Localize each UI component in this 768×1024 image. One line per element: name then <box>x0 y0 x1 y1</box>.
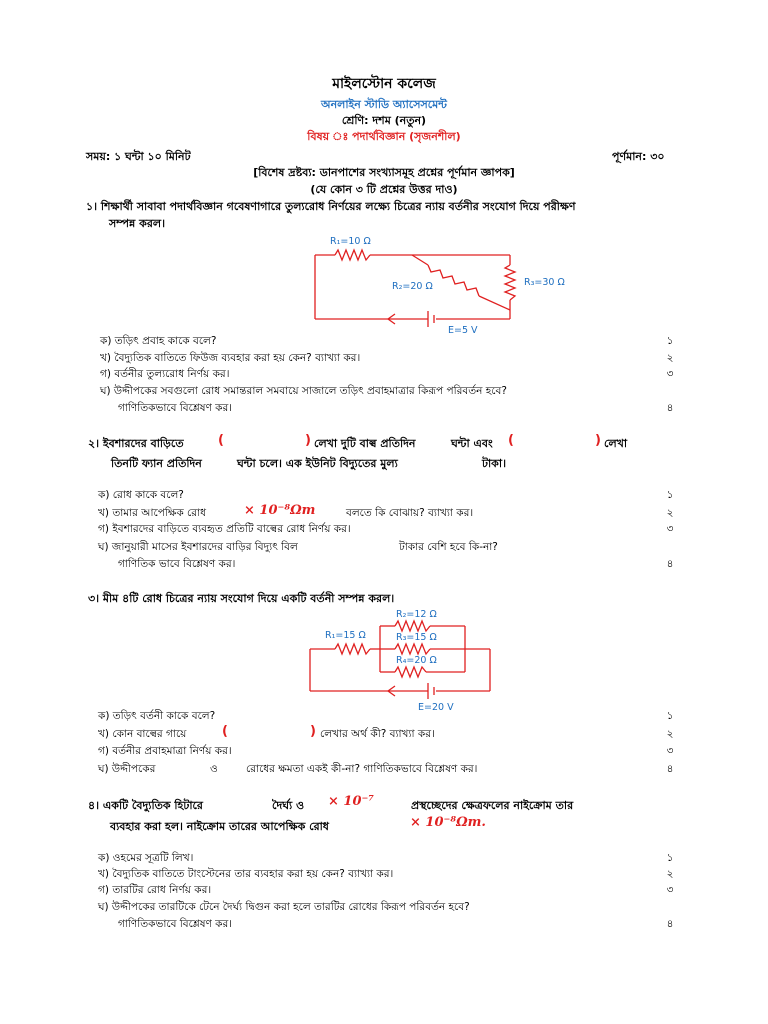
college-name: মাইলস্টোন কলেজ <box>332 76 436 92</box>
q2-title-b: লেখা দুটি বাল্ব প্রতিদিন <box>314 437 416 450</box>
q4-title-2: দৈর্ঘ্য ও <box>272 799 305 812</box>
q1-part-b-mark: ২ <box>666 352 674 364</box>
q1-part-c: গ) বর্তনীর তুল্যরোধ নির্ণয় কর। <box>100 368 230 380</box>
q3-part-a-mark: ১ <box>666 710 674 722</box>
q3-part-d-text2: ও <box>210 763 218 775</box>
q1-title-line2: সম্পন্ন করল। <box>109 217 165 230</box>
q2-paren-open-2: ( <box>508 433 514 448</box>
q3-r3-label: R₃=15 Ω <box>396 632 437 643</box>
q2-paren-close-1: ) <box>305 433 311 448</box>
q3-part-d-text3: রোধের ক্ষমতা একই কী-না? গাণিতিকভাবে বিশ্লেষণ কর। <box>246 763 478 775</box>
q2-part-d-mark: ৪ <box>666 558 674 570</box>
q2-part-d-line2: গাণিতিক ভাবে বিশ্লেষণ কর। <box>118 558 236 570</box>
q2-title-g: টাকা। <box>482 457 507 470</box>
q1-title-line1: ১। শিক্ষার্থী সাবাবা পদার্থবিজ্ঞান গবেষণাগারে তুল্যরোধ নির্ণয়ের লক্ষ্যে চিত্রের ন্যায় বর্তনীর সংযোগ দিয়ে পরীক্ষণ <box>86 200 576 213</box>
q4-part-a-mark: ১ <box>666 852 674 864</box>
q1-part-a-mark: ১ <box>666 335 674 347</box>
q3-part-c-mark: ৩ <box>666 745 674 757</box>
q1-r1-label: R₁=10 Ω <box>330 236 371 247</box>
class-line: শ্রেণি: দশম (নতুন) <box>341 114 427 127</box>
time-label: সময়: ১ ঘন্টা ১০ মিনিট <box>86 150 191 163</box>
q1-r3-label: R₃=30 Ω <box>524 277 565 288</box>
q2-title-e: তিনটি ফ্যান প্রতিদিন <box>111 457 202 470</box>
q2-part-c-mark: ৩ <box>666 523 674 535</box>
q2-part-b-math: × 10⁻⁸Ωm <box>244 503 316 518</box>
special-note: [বিশেষ দ্রষ্টব্য: ডানপাশের সংখ্যাসমূহ প্রশ্নের পূর্ণমান জ্ঞাপক] <box>253 166 515 179</box>
q3-r2-label: R₂=12 Ω <box>396 609 437 620</box>
q2-part-b-text1: খ) তামার আপেক্ষিক রোধ <box>98 507 206 519</box>
q1-part-c-mark: ৩ <box>666 368 674 380</box>
q3-r4-label: R₄=20 Ω <box>396 655 437 666</box>
q4-part-b: খ) বৈদ্যুতিক বাতিতে টাংস্টেনের তার ব্যবহার করা হয় কেন? ব্যাখ্যা কর। <box>98 868 394 880</box>
q3-title: ৩। মীম ৪টি রোধ চিত্রের ন্যায় সংযোগ দিয়ে একটি বর্তনী সম্পন্ন করল। <box>88 592 395 605</box>
q3-r1-label: R₁=15 Ω <box>325 630 366 641</box>
q2-title-f: ঘন্টা চলে। এক ইউনিট বিদ্যুতের মুল্য <box>237 457 398 470</box>
instruction: (যে কোন ৩ টি প্রশ্নের উত্তর দাও) <box>310 183 458 196</box>
q1-part-d-line1: ঘ) উদ্দীপকের সবগুলো রোধ সমান্তরাল সমবায়ে সাজালে তড়িৎ প্রবাহমাত্রার কিরূপ পরিবর্তন হবে? <box>100 385 507 397</box>
q3-circuit-diagram <box>300 604 500 714</box>
q2-part-a: ক) রোধ কাকে বলে? <box>98 489 184 501</box>
q4-part-d-mark: ৪ <box>666 918 674 930</box>
q2-part-b-text2: বলতে কি বোঝায়? ব্যাখ্যা কর। <box>346 507 474 519</box>
q2-part-c: গ) ইবশারদের বাড়িতে ব্যবহৃত প্রতিটি বাল্বের রোধ নির্ণয় কর। <box>98 523 351 535</box>
q1-emf-label: E=5 V <box>448 325 478 336</box>
q3-paren-close: ) <box>310 724 316 739</box>
subject-line: বিষয় ঃ পদার্থবিজ্ঞান (সৃজনশীল) <box>307 130 461 143</box>
q3-part-b-text1: খ) কোন বাল্বের গায়ে <box>98 728 187 740</box>
q3-part-b-mark: ২ <box>666 728 674 740</box>
q1-r2-label: R₂=20 Ω <box>392 281 433 292</box>
q3-part-c: গ) বর্তনীর প্রবাহমাত্রা নির্ণয় কর। <box>98 745 232 757</box>
q4-title-1: ৪। একটি বৈদ্যুতিক হিটারে <box>88 799 203 812</box>
q2-part-b-mark: ২ <box>666 507 674 519</box>
assessment-title: অনলাইন স্টাডি অ্যাসেসমেন্ট <box>321 98 447 111</box>
q1-part-a: ক) তড়িৎ প্রবাহ কাকে বলে? <box>100 335 217 347</box>
q3-part-d-text1: ঘ) উদ্দীপকের <box>98 763 156 775</box>
q4-part-c: গ) তারটির রোধ নির্ণয় কর। <box>98 884 212 896</box>
q4-title-4: ব্যবহার করা হল। নাইক্রোম তারের আপেক্ষিক রোধ <box>110 820 329 833</box>
q2-part-a-mark: ১ <box>666 489 674 501</box>
q3-part-d-mark: ৪ <box>666 763 674 775</box>
q3-paren-open: ( <box>222 724 228 739</box>
q2-part-d-line1a: ঘ) জানুয়ারী মাসের ইবশারদের বাড়ির বিদ্যুৎ বিল <box>98 541 298 553</box>
q4-part-b-mark: ২ <box>666 868 674 880</box>
q4-part-a: ক) ওহমের সূত্রটি লিখ। <box>98 852 194 864</box>
q2-paren-open-1: ( <box>218 433 224 448</box>
q4-title-math1: × 10⁻⁷ <box>328 794 375 809</box>
q3-part-b-text2: লেখার অর্থ কী? ব্যাখ্যা কর। <box>320 728 435 740</box>
q4-part-d-line2: গাণিতিকভাবে বিশ্লেষণ কর। <box>118 918 233 930</box>
q2-title-c: ঘন্টা এবং <box>451 437 493 450</box>
q4-title-3: প্রস্থচ্ছেদের ক্ষেত্রফলের নাইক্রোম তার <box>411 799 574 812</box>
q2-title-d: লেখা <box>604 437 628 450</box>
q4-part-d-line1: ঘ) উদ্দীপকের তারটিকে টেনে দৈর্ঘ্য দ্বিগুন করা হলে তারটির রোধের কিরূপ পরিবর্তন হবে? <box>98 901 470 913</box>
q1-part-d-line2: গাণিতিকভাবে বিশ্লেষণ কর। <box>118 402 233 414</box>
q2-part-d-line1b: টাকার বেশি হবে কি-না? <box>399 541 498 553</box>
q2-paren-close-2: ) <box>595 433 601 448</box>
q2-title-a: ২। ইবশারদের বাড়িতে <box>88 437 184 450</box>
q3-part-a: ক) তড়িৎ বর্তনী কাকে বলে? <box>98 710 216 722</box>
q1-part-b: খ) বৈদ্যুতিক বাতিতে ফিউজ ব্যবহার করা হয় কেন? ব্যাখ্যা কর। <box>100 352 361 364</box>
q1-circuit-diagram <box>300 228 570 338</box>
q4-title-math2: × 10⁻⁸Ωm. <box>410 815 486 830</box>
q1-part-d-mark: ৪ <box>666 402 674 414</box>
q4-part-c-mark: ৩ <box>666 884 674 896</box>
full-marks-label: পূর্ণমান: ৩০ <box>612 150 665 163</box>
q3-emf-label: E=20 V <box>418 702 454 713</box>
